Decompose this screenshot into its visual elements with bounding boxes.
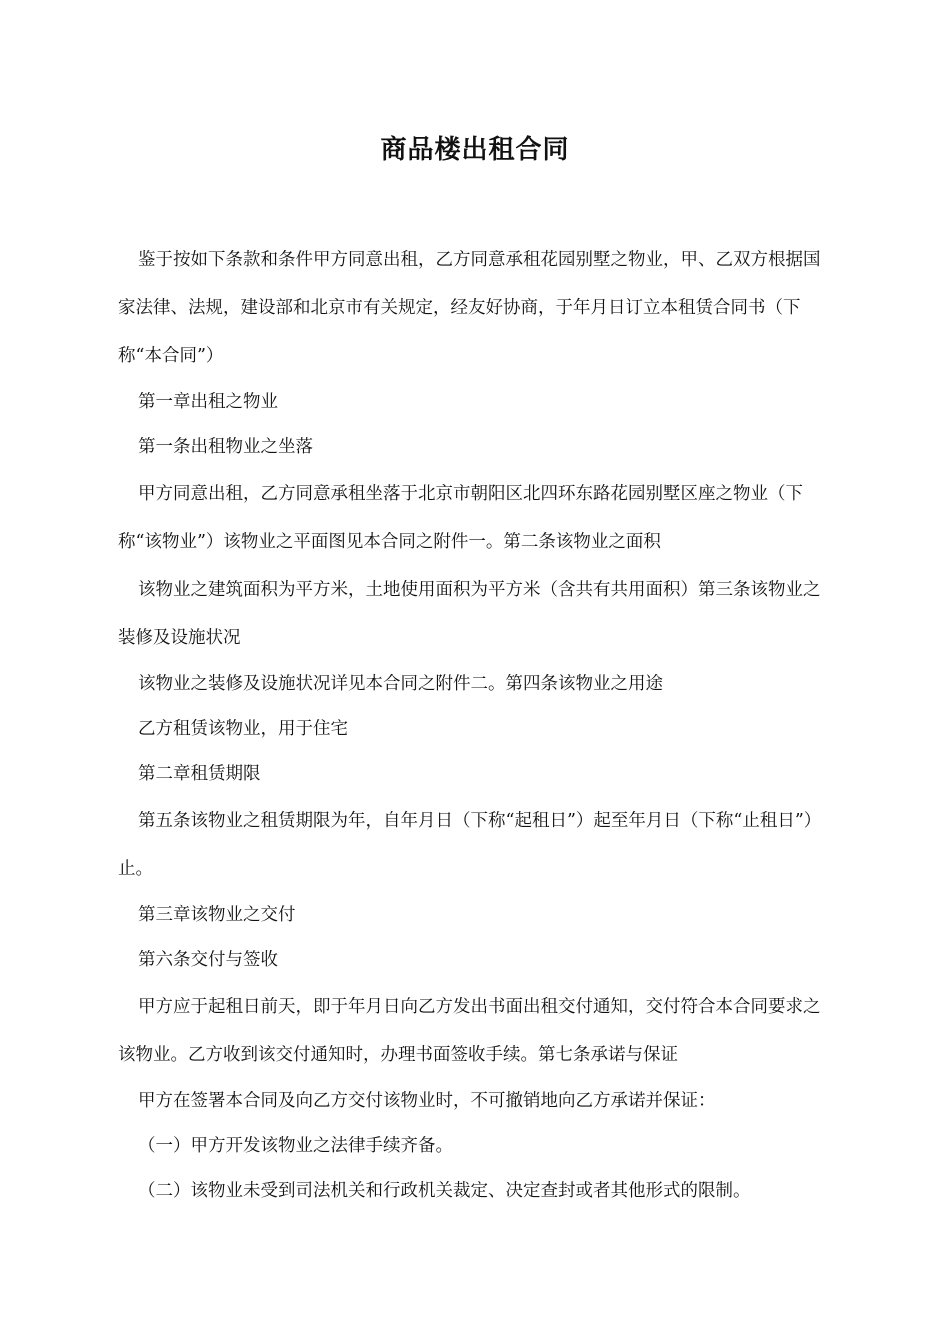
paragraph: 第六条交付与签收 bbox=[138, 950, 278, 970]
document-body bbox=[118, 236, 832, 1214]
paragraph: 该物业之装修及设施状况详见本合同之附件二。第四条该物业之用途 bbox=[138, 674, 663, 694]
paragraph: （二）该物业未受到司法机关和行政机关裁定、决定查封或者其他形式的限制。 bbox=[138, 1181, 751, 1201]
paragraph: 甲方应于起租日前天，即于年月日向乙方发出书面出租交付通知，交付符合本合同要求之该物业。乙方收到该交付通知时，办理书面签收手续。第七条承诺与保证 bbox=[118, 997, 821, 1065]
paragraph: 第一条出租物业之坐落 bbox=[138, 437, 313, 457]
paragraph: 该物业之建筑面积为平方米，土地使用面积为平方米（含共有共用面积）第三条该物业之装修及设施状况 bbox=[118, 580, 821, 648]
paragraph: 第二章租赁期限 bbox=[138, 764, 261, 784]
paragraph: 甲方同意出租，乙方同意承租坐落于北京市朝阳区北四环东路花园别墅区座之物业（下称“该物业”）该物业之平面图见本合同之附件一。第二条该物业之面积 bbox=[118, 484, 803, 552]
paragraph: 第三章该物业之交付 bbox=[138, 905, 296, 925]
paragraph: 第一章出租之物业 bbox=[138, 392, 278, 412]
paragraph: 甲方在签署本合同及向乙方交付该物业时，不可撤销地向乙方承诺并保证： bbox=[138, 1091, 716, 1111]
paragraph: 第五条该物业之租赁期限为年，自年月日（下称“起租日”）起至年月日（下称“止租日”）止。 bbox=[118, 811, 822, 879]
paragraph: 乙方租赁该物业，用于住宅 bbox=[138, 719, 348, 739]
paragraph: 鉴于按如下条款和条件甲方同意出租，乙方同意承租花园别墅之物业，甲、乙双方根据国家法律、法规，建设部和北京市有关规定，经友好协商，于年月日订立本租赁合同书（下称“本合同”） bbox=[118, 250, 821, 366]
paragraph: （一）甲方开发该物业之法律手续齐备。 bbox=[138, 1136, 453, 1156]
document-title: 商品楼出租合同 bbox=[380, 135, 570, 165]
